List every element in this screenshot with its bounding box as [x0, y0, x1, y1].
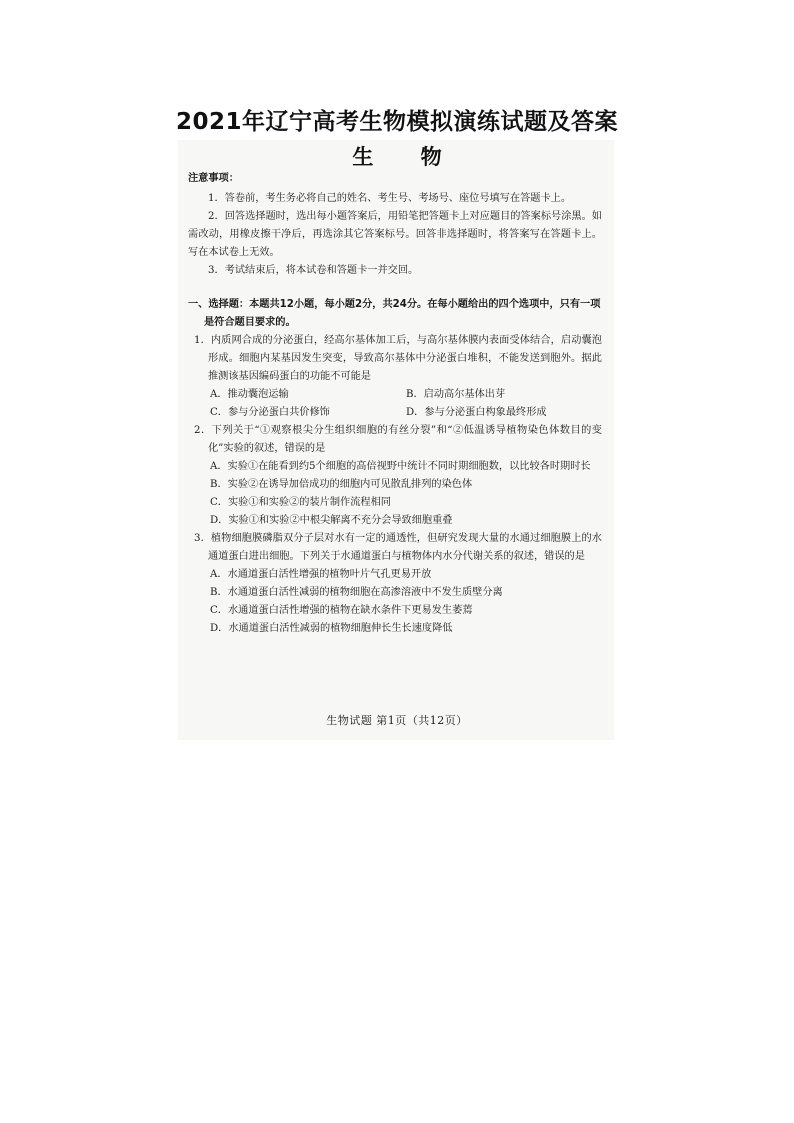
options-row [188, 386, 602, 404]
options-row [188, 404, 602, 422]
option-d: D．水通道蛋白活性减弱的植物细胞伸长生长速度降低 [210, 623, 453, 634]
page-footer: 生物试题 第1页（共12页） [326, 714, 468, 727]
notice-heading: 注意事项： [188, 173, 239, 184]
notice-item: 3．考试结束后，将本试卷和答题卡一并交回。 [208, 265, 419, 276]
option-d: D．参与分泌蛋白构象最终形成 [406, 407, 547, 418]
option-c: C．实验①和实验②的装片制作流程相同 [210, 497, 391, 508]
option-b: B．启动高尔基体出芽 [406, 389, 506, 400]
question-stem: 2．下列关于“①观察根尖分生组织细胞的有丝分裂”和“②低温诱导植物染色体数目的变化”实验的叙述，错误的是 [194, 425, 602, 454]
option-a: A．推动囊泡运输 [210, 389, 289, 400]
section-heading: 一、选择题：本题共12小题，每小题2分，共24分。在每小题给出的四个选项中，只有一项是符合题目要求的。 [188, 299, 601, 328]
option-d: D．实验①和实验②中根尖解离不充分会导致细胞重叠 [210, 515, 453, 526]
question-2 [188, 422, 602, 530]
question-stem: 1．内质网合成的分泌蛋白，经高尔基体加工后，与高尔基体膜内表面受体结合，启动囊泡形成。细胞内某基因发生突变，导致高尔基体中分泌蛋白堆积，不能发送到胞外。据此推测该基因编码蛋白的功能不可能是 [194, 335, 602, 382]
option-a: A．水通道蛋白活性增强的植物叶片气孔更易开放 [210, 569, 432, 580]
option-b: B．实验②在诱导加倍成功的细胞内可见散乱排列的染色体 [210, 479, 473, 490]
option-c: C．参与分泌蛋白共价修饰 [210, 407, 330, 418]
notice-list [188, 190, 602, 280]
option-c: C．水通道蛋白活性增强的植物在缺水条件下更易发生萎蔫 [210, 605, 473, 616]
question-3 [188, 530, 602, 638]
page-title: 2021年辽宁高考生物模拟演练试题及答案 [175, 109, 618, 135]
question-1 [188, 332, 602, 422]
question-stem: 3．植物细胞膜磷脂双分子层对水有一定的通透性，但研究发现大量的水通过细胞膜上的水通道蛋白进出细胞。下列关于水通道蛋白与植物体内水分代谢关系的叙述，错误的是 [194, 533, 602, 562]
notice-item: 1．答卷前，考生务必将自己的姓名、考生号、考场号、座位号填写在答题卡上。 [208, 193, 572, 204]
exam-content [188, 170, 602, 638]
option-a: A．实验①在能看到约5个细胞的高倍视野中统计不同时期细胞数，以比较各时期时长 [210, 461, 591, 472]
subject-heading: 生 物 [352, 145, 462, 169]
option-b: B．水通道蛋白活性减弱的植物细胞在高渗溶液中不发生质壁分离 [210, 587, 503, 598]
notice-item: 2．回答选择题时，选出每小题答案后，用铅笔把答题卡上对应题目的答案标号涂黑。如需改动，用橡皮擦干净后，再选涂其它答案标号。回答非选择题时，将答案写在答题卡上。写在本试卷上无效。 [188, 211, 602, 258]
